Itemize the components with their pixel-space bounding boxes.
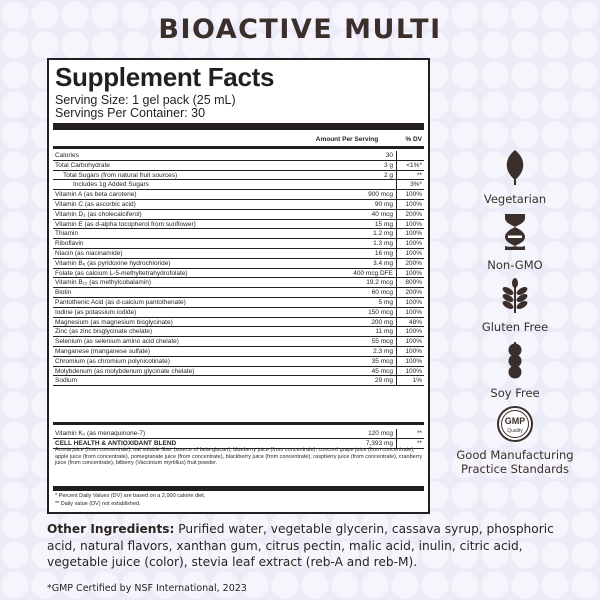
table-row xyxy=(53,367,424,377)
nutrient-dv: 100% xyxy=(405,357,422,365)
supplement-facts-panel xyxy=(47,58,430,514)
nutrient-name: Pantothenic Acid (as d-calcium pantothenate) xyxy=(55,298,186,306)
table-row xyxy=(53,220,424,230)
badge-gluten-free xyxy=(450,278,580,334)
gmp-quality-icon xyxy=(497,406,533,442)
nutrient-amount: 900 mcg xyxy=(368,191,393,199)
nutrient-amount: 120 mcg xyxy=(368,430,393,437)
nutrient-name: Includes 1g Added Sugars xyxy=(73,181,149,189)
column-header-amount: Amount Per Serving xyxy=(315,136,379,143)
nutrient-name: Sodium xyxy=(55,377,78,385)
nutrient-dv: 100% xyxy=(405,338,422,346)
table-header xyxy=(53,135,424,146)
nutrient-dv: 1% xyxy=(412,377,422,385)
badge-soy-free xyxy=(450,342,580,400)
servings-per-container: Servings Per Container: 30 xyxy=(55,106,206,120)
nutrient-name: Chromium (as chromium polynicotinate) xyxy=(55,357,170,365)
nutrient-amount: 1.2 mg xyxy=(373,230,393,238)
table-row xyxy=(53,376,424,386)
badge-vegetarian xyxy=(450,148,580,206)
table-row xyxy=(53,308,424,318)
nutrient-dv: 100% xyxy=(405,200,422,208)
leaf-icon xyxy=(500,148,530,186)
nutrient-dv: 100% xyxy=(405,220,422,228)
table-row xyxy=(53,151,424,161)
nutrient-dv: 100% xyxy=(405,308,422,316)
supplement-facts-title: Supplement Facts xyxy=(55,62,275,92)
nutrient-dv: 100% xyxy=(405,240,422,248)
table-row xyxy=(53,161,424,171)
column-divider xyxy=(396,308,397,317)
table-row xyxy=(53,278,424,288)
nutrient-name: Folate (as calcium L-5-methyltetrahydrofolate) xyxy=(55,269,188,277)
divider-thick xyxy=(53,486,424,491)
nutrient-amount: 55 mcg xyxy=(371,338,393,346)
nutrient-amount: 29 mg xyxy=(374,377,393,385)
nutrient-dv: 200% xyxy=(405,289,422,297)
table-row xyxy=(53,180,424,190)
column-divider xyxy=(396,180,397,189)
column-divider xyxy=(396,318,397,327)
nutrient-amount: 2.3 mg xyxy=(373,347,393,355)
soybean-icon xyxy=(503,342,527,380)
column-divider xyxy=(396,367,397,376)
nutrient-name: Riboflavin xyxy=(55,240,84,248)
other-ingredients-text: Purified water, vegetable glycerin, cassava syrup, phosphoric acid, natural flavors, xanthan gum, citrus pectin, malic acid, inulin, citric acid, vegetable juice (color), stevia leaf extract (reb-A and reb-M). xyxy=(47,522,554,569)
nutrient-amount: 3 g xyxy=(383,161,393,169)
nutrient-name: Niacin (as niacinamide) xyxy=(55,249,123,257)
nutrient-amount: 45 mcg xyxy=(371,367,393,375)
nutrient-dv: 200% xyxy=(405,259,422,267)
blend-ingredients: Aronia juice (from concentrate), oat soluble fiber (source of beta-glucan), blueberry juice (from concentrate), concord grape juice (from concentrate), apple juice (from concentrate), pomegranate juice (from concentrate), blackberry juice (from concentrate), raspberry juice (from concentrate), cranberry juice (from concentrate), bilberry (Vaccinium myrtillus) fruit powder. xyxy=(55,447,423,466)
badge-gmp xyxy=(450,406,580,476)
footnote-dv: * Percent Daily Values (DV) are based on a 2,000 calorie diet. xyxy=(55,493,206,499)
nutrient-name: Total Sugars (from natural fruit sources) xyxy=(63,171,178,179)
badge-label: Soy Free xyxy=(490,386,540,400)
nutrient-amount: 400 mcg DFE xyxy=(353,269,393,277)
column-divider xyxy=(396,357,397,366)
nutrient-name: Thiamin xyxy=(55,230,79,238)
table-row xyxy=(53,357,424,367)
nutrient-name: Manganese (manganese sulfate) xyxy=(55,347,151,355)
nutrient-dv: 100% xyxy=(405,269,422,277)
nutrient-name: Calories xyxy=(55,152,79,159)
nutrient-dv: ** xyxy=(416,439,422,447)
badge-label: Vegetarian xyxy=(483,192,547,206)
nutrient-dv: <1%* xyxy=(406,161,422,169)
nutrient-dv: 48% xyxy=(408,318,422,326)
nutrient-name: Vitamin A (as beta carotene) xyxy=(55,191,137,199)
blend-rows xyxy=(53,429,424,449)
table-row xyxy=(53,327,424,337)
nutrient-name: Zinc (as zinc bisglycinate chelate) xyxy=(55,328,153,336)
nutrient-name: CELL HEALTH & ANTIOXIDANT BLEND xyxy=(55,439,177,447)
nutrient-dv: 100% xyxy=(405,298,422,306)
nutrient-name: Iodine (as potassium iodide) xyxy=(55,308,137,316)
nutrient-dv: 200% xyxy=(405,210,422,218)
table-row xyxy=(53,298,424,308)
nutrient-amount: 7,393 mg xyxy=(365,439,393,447)
badge-label: Non-GMO xyxy=(487,258,543,272)
nutrient-name: Vitamin B₆ (as pyridoxine hydrochloride) xyxy=(55,259,171,267)
nutrient-name: Magnesium (as magnesium bisglycinate) xyxy=(55,318,173,326)
table-row xyxy=(53,210,424,220)
table-row xyxy=(53,318,424,328)
column-divider xyxy=(396,239,397,248)
other-ingredients-label: Other Ingredients: xyxy=(47,522,175,536)
serving-size: Serving Size: 1 gel pack (25 mL) xyxy=(55,93,236,107)
nutrient-dv: 100% xyxy=(405,367,422,375)
gmp-icon-text: GMP xyxy=(504,416,526,426)
dna-icon xyxy=(500,212,530,252)
nutrient-amount: 30 xyxy=(385,152,393,159)
table-row xyxy=(53,239,424,249)
wheat-icon xyxy=(498,278,532,314)
column-divider xyxy=(396,229,397,238)
column-divider xyxy=(396,429,397,438)
column-divider xyxy=(396,259,397,268)
nutrient-name: Molybdenum (as molybdenum glycinate chelate) xyxy=(55,367,195,375)
nutrient-amount: 35 mcg xyxy=(371,357,393,365)
nutrient-name: Vitamin K₂ (as menaquinone-7) xyxy=(55,430,146,437)
nutrient-name: Vitamin B₁₂ (as methylcobalamin) xyxy=(55,279,151,287)
nutrient-dv: 100% xyxy=(405,249,422,257)
nutrient-amount: 5 mg xyxy=(378,298,393,306)
nutrient-amount: 3.4 mg xyxy=(373,259,393,267)
table-row xyxy=(53,337,424,347)
column-divider xyxy=(396,249,397,258)
gmp-certification-note: *GMP Certified by NSF International, 2023 xyxy=(47,583,247,594)
nutrient-amount: 19.2 mcg xyxy=(366,279,393,287)
divider-medium xyxy=(53,146,424,149)
nutrient-name: Vitamin D₃ (as cholecalciferol) xyxy=(55,210,142,218)
column-divider xyxy=(396,171,397,180)
table-row xyxy=(53,269,424,279)
column-divider xyxy=(396,190,397,199)
column-divider xyxy=(396,210,397,219)
nutrient-dv: 100% xyxy=(405,328,422,336)
table-row xyxy=(53,429,424,439)
nutrient-name: Selenium (as selenium amino acid chelate) xyxy=(55,338,179,346)
nutrient-dv: 800% xyxy=(405,279,422,287)
divider-thick xyxy=(53,123,424,130)
table-row xyxy=(53,229,424,239)
page-title: BIOACTIVE MULTI xyxy=(158,14,442,45)
column-divider xyxy=(396,337,397,346)
nutrient-dv: 3%* xyxy=(410,181,422,189)
nutrient-amount: 40 mcg xyxy=(371,210,393,218)
column-divider xyxy=(396,151,397,160)
column-divider xyxy=(396,220,397,229)
table-row xyxy=(53,190,424,200)
nutrient-amount: 16 mg xyxy=(374,249,393,257)
nutrient-name: Total Carbohydrate xyxy=(55,161,110,169)
nutrient-dv: 100% xyxy=(405,191,422,199)
divider-medium xyxy=(53,422,424,425)
nutrient-name: Biotin xyxy=(55,289,72,297)
column-divider xyxy=(396,327,397,336)
table-row xyxy=(53,200,424,210)
nutrient-amount: 2 g xyxy=(383,171,393,179)
nutrient-amount: 150 mcg xyxy=(368,308,393,316)
column-divider xyxy=(396,376,397,385)
column-divider xyxy=(396,161,397,170)
table-row xyxy=(53,347,424,357)
nutrient-rows xyxy=(53,151,424,386)
nutrient-name: Vitamin C (as ascorbic acid) xyxy=(55,200,136,208)
nutrient-amount: 90 mg xyxy=(374,200,393,208)
table-row xyxy=(53,249,424,259)
badge-label: Good Manufacturing Practice Standards xyxy=(456,448,574,476)
nutrient-amount: 60 mcg xyxy=(371,289,393,297)
column-divider xyxy=(396,278,397,287)
nutrient-name: Vitamin E (as d-alpha tocopherol from sunflower) xyxy=(55,220,196,228)
other-ingredients xyxy=(47,521,567,571)
badge-label: Gluten Free xyxy=(481,320,549,334)
quality-icon-text: Quality xyxy=(507,428,523,434)
nutrient-dv: ** xyxy=(416,430,422,437)
nutrient-dv: 100% xyxy=(405,230,422,238)
column-divider xyxy=(396,269,397,278)
table-row xyxy=(53,288,424,298)
column-header-dv: % DV xyxy=(405,136,422,143)
badge-non-gmo xyxy=(450,212,580,272)
nutrient-amount: 1.3 mg xyxy=(373,240,393,248)
nutrient-amount: 15 mg xyxy=(374,220,393,228)
column-divider xyxy=(396,298,397,307)
nutrient-dv: ** xyxy=(416,171,422,179)
column-divider xyxy=(396,347,397,356)
column-divider xyxy=(396,288,397,297)
footnote-not-established: ** Daily value (DV) not established. xyxy=(55,501,141,507)
table-row xyxy=(53,171,424,181)
nutrient-dv: 100% xyxy=(405,347,422,355)
nutrient-amount: 200 mg xyxy=(371,318,393,326)
table-row xyxy=(53,259,424,269)
column-divider xyxy=(396,200,397,209)
nutrient-amount: 11 mg xyxy=(375,328,393,336)
